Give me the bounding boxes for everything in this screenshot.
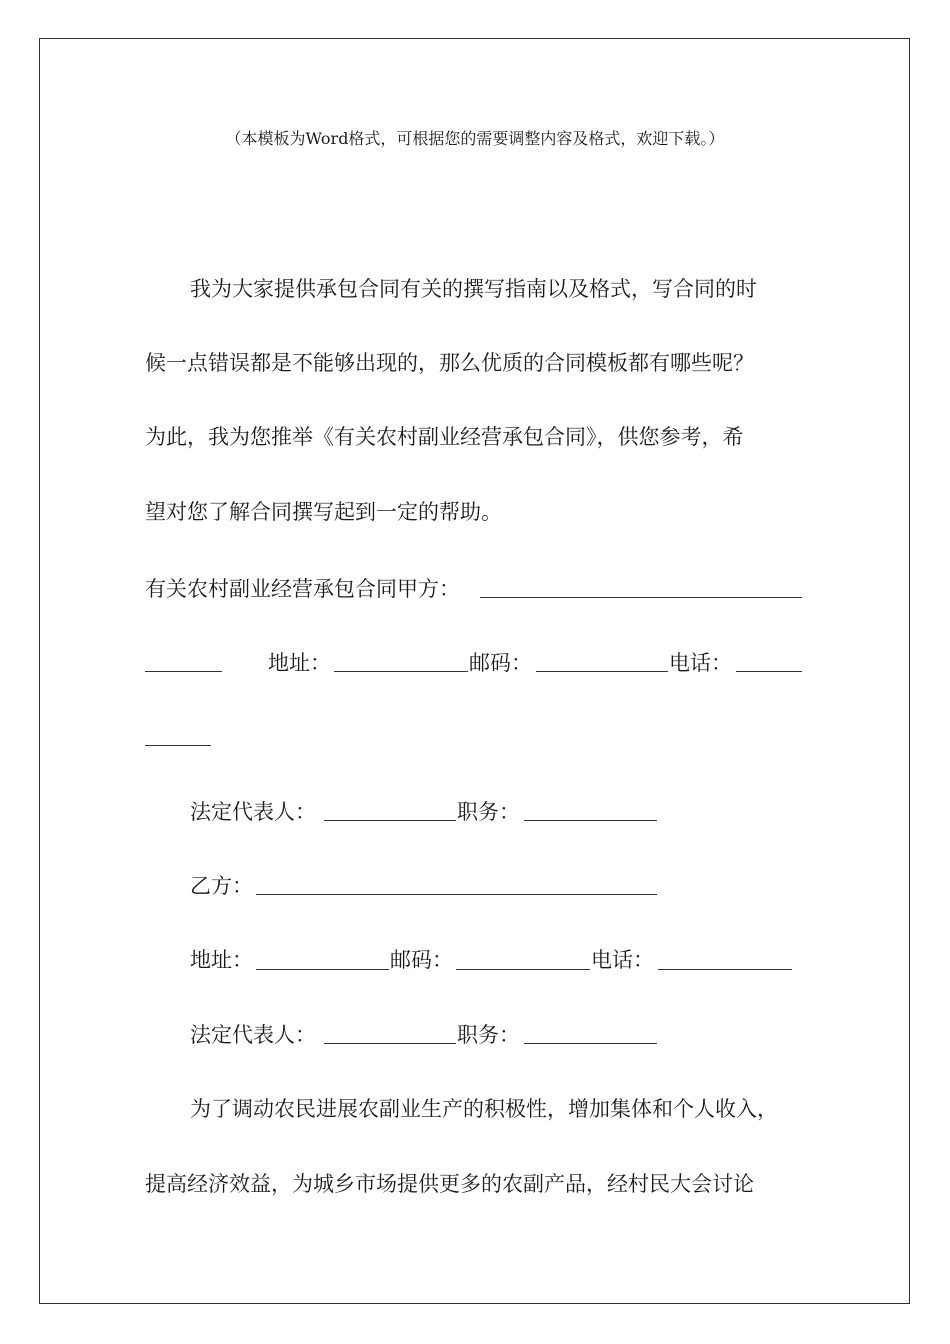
party-b-postcode-blank[interactable] bbox=[456, 969, 590, 970]
party-a-phone-blank-continued[interactable] bbox=[145, 745, 211, 746]
party-a-phone-blank[interactable] bbox=[736, 671, 802, 672]
party-b-heading: 乙方： bbox=[190, 874, 253, 898]
party-a-address-label: 地址： bbox=[268, 651, 331, 675]
party-a-address-blank[interactable] bbox=[334, 671, 468, 672]
party-a-name-blank-continued[interactable] bbox=[145, 671, 222, 672]
party-b-phone-blank[interactable] bbox=[658, 969, 792, 970]
body-line-1: 为了调动农民进展农副业生产的积极性，增加集体和个人收入， bbox=[190, 1097, 778, 1121]
party-a-rep-label: 法定代表人： bbox=[190, 800, 316, 824]
party-b-title-blank[interactable] bbox=[524, 1043, 657, 1044]
body-line-2: 提高经济效益，为城乡市场提供更多的农副产品，经村民大会讨论 bbox=[145, 1172, 754, 1196]
party-b-address-blank[interactable] bbox=[256, 969, 389, 970]
party-a-title-label: 职务： bbox=[457, 800, 520, 824]
party-a-rep-blank[interactable] bbox=[324, 820, 456, 821]
party-a-heading: 有关农村副业经营承包合同甲方： bbox=[145, 577, 460, 601]
intro-line-4: 望对您了解合同撰写起到一定的帮助。 bbox=[145, 500, 502, 524]
intro-line-1: 我为大家提供承包合同有关的撰写指南以及格式，写合同的时 bbox=[190, 277, 757, 301]
template-note: （本模板为Word格式，可根据您的需要调整内容及格式，欢迎下载。） bbox=[225, 129, 725, 148]
party-a-postcode-label: 邮码： bbox=[469, 651, 532, 675]
party-b-postcode-label: 邮码： bbox=[390, 948, 453, 972]
intro-line-3: 为此，我为您推举《有关农村副业经营承包合同》，供您参考，希 bbox=[145, 425, 744, 449]
party-b-rep-label: 法定代表人： bbox=[190, 1023, 316, 1047]
party-a-name-blank[interactable] bbox=[480, 597, 802, 598]
party-a-postcode-blank[interactable] bbox=[536, 671, 668, 672]
party-b-name-blank[interactable] bbox=[256, 894, 657, 895]
party-b-address-label: 地址： bbox=[190, 948, 253, 972]
party-a-title-blank[interactable] bbox=[524, 820, 657, 821]
party-b-title-label: 职务： bbox=[457, 1023, 520, 1047]
party-b-phone-label: 电话： bbox=[591, 948, 654, 972]
party-b-rep-blank[interactable] bbox=[324, 1043, 456, 1044]
party-a-phone-label: 电话： bbox=[669, 651, 732, 675]
intro-line-2: 候一点错误都是不能够出现的，那么优质的合同模板都有哪些呢？ bbox=[145, 351, 754, 375]
